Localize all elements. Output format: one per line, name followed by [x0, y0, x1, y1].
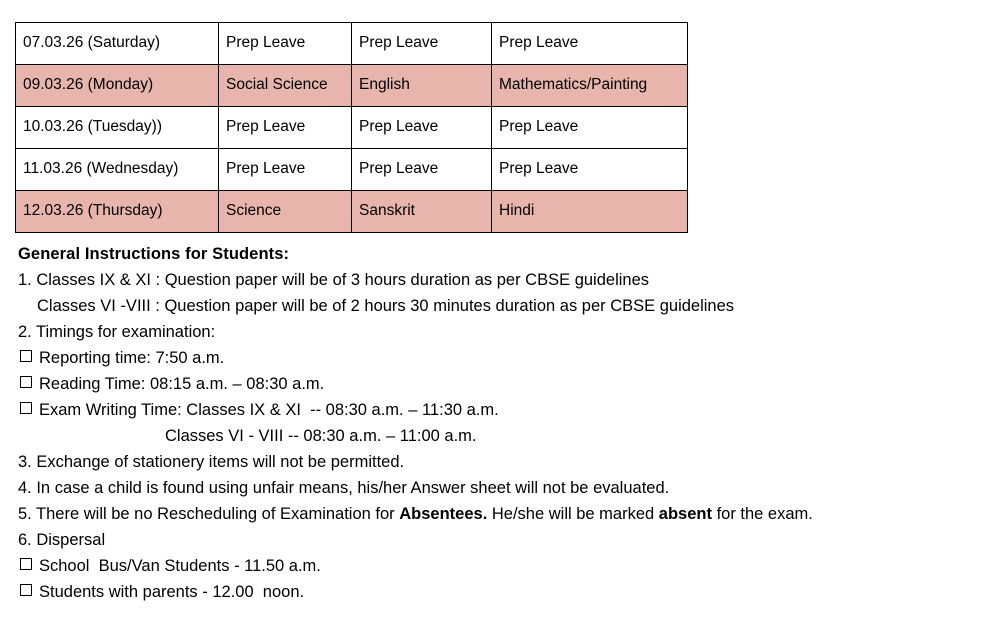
instruction-line: Classes VI -VIII : Question paper will be of 2 hours 30 minutes duration as per CBSE guidelines	[37, 296, 735, 315]
instruction-text: 5. There will be no Rescheduling of Examination for	[18, 504, 400, 523]
exam-date-cell: 11.03.26 (Wednesday)	[16, 149, 219, 191]
exam-subject-cell: Prep Leave	[492, 149, 688, 191]
exam-date-cell: 12.03.26 (Thursday)	[16, 191, 219, 233]
instruction-text: He/she will be marked	[487, 504, 659, 523]
exam-subject-cell: Prep Leave	[492, 107, 688, 149]
exam-subject-cell: Prep Leave	[219, 107, 352, 149]
exam-schedule-table-body	[16, 23, 688, 233]
instruction-line: 2. Timings for examination:	[18, 322, 216, 341]
exam-subject-cell: Prep Leave	[492, 23, 688, 65]
instruction-line: 4. In case a child is found using unfair means, his/her Answer sheet will not be evaluated.	[18, 478, 670, 497]
exam-subject-cell: Prep Leave	[352, 149, 492, 191]
exam-subject-cell: Social Science	[219, 65, 352, 107]
instruction-line	[18, 506, 978, 523]
instruction-line: 3. Exchange of stationery items will not be permitted.	[18, 452, 405, 471]
instruction-line	[18, 350, 978, 367]
exam-subject-cell: Hindi	[492, 191, 688, 233]
instructions-list	[18, 272, 978, 601]
checkbox-icon	[20, 584, 32, 596]
instruction-text: School Bus/Van Students - 11.50 a.m.	[39, 556, 321, 575]
instruction-line: 1. Classes IX & XI : Question paper will be of 3 hours duration as per CBSE guidelines	[18, 270, 650, 289]
instruction-text: Students with parents - 12.00 noon.	[39, 582, 305, 601]
table-row	[16, 65, 688, 107]
checkbox-icon	[20, 402, 32, 414]
exam-subject-cell: Science	[219, 191, 352, 233]
exam-subject-cell: Prep Leave	[219, 149, 352, 191]
checkbox-icon	[20, 350, 32, 362]
checkbox-icon	[20, 376, 32, 388]
exam-subject-cell: Mathematics/Painting	[492, 65, 688, 107]
table-row	[16, 23, 688, 65]
exam-subject-cell: Prep Leave	[352, 107, 492, 149]
instruction-text: Exam Writing Time: Classes IX & XI -- 08:30 a.m. – 11:30 a.m.	[39, 400, 499, 419]
exam-schedule-table	[15, 22, 688, 233]
table-row	[16, 191, 688, 233]
instruction-line	[18, 558, 978, 575]
table-row	[16, 149, 688, 191]
instruction-text: Reporting time: 7:50 a.m.	[39, 348, 225, 367]
exam-date-cell: 09.03.26 (Monday)	[16, 65, 219, 107]
instruction-line: Classes VI - VIII -- 08:30 a.m. – 11:00 a.m.	[165, 426, 477, 445]
table-row	[16, 107, 688, 149]
exam-subject-cell: Sanskrit	[352, 191, 492, 233]
exam-date-cell: 10.03.26 (Tuesday))	[16, 107, 219, 149]
instruction-line	[18, 402, 978, 419]
instruction-emphasis: absent	[658, 504, 712, 523]
checkbox-icon	[20, 558, 32, 570]
exam-subject-cell: English	[352, 65, 492, 107]
exam-date-cell: 07.03.26 (Saturday)	[16, 23, 219, 65]
instruction-emphasis: Absentees.	[399, 504, 488, 523]
exam-subject-cell: Prep Leave	[219, 23, 352, 65]
instruction-line: 6. Dispersal	[18, 530, 106, 549]
instruction-text: Reading Time: 08:15 a.m. – 08:30 a.m.	[39, 374, 325, 393]
general-instructions-section	[18, 246, 978, 610]
instructions-heading: General Instructions for Students:	[18, 245, 290, 263]
exam-subject-cell: Prep Leave	[352, 23, 492, 65]
instruction-line	[18, 584, 978, 601]
exam-schedule-table-wrapper	[15, 22, 688, 233]
instruction-line	[18, 376, 978, 393]
instruction-text: for the exam.	[711, 504, 813, 523]
